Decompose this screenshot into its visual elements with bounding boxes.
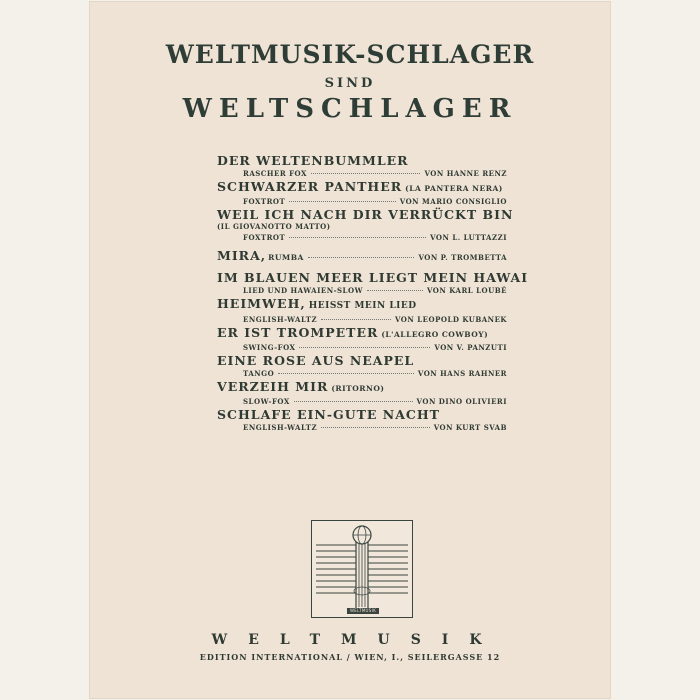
weltmusik-logo xyxy=(311,520,413,618)
logo-label: WELTMUSIK xyxy=(347,608,379,614)
song-style: LIED UND HAWAIEN-SLOW xyxy=(243,286,363,295)
song-composer: VON MARIO CONSIGLIO xyxy=(399,197,507,206)
song-title: IM BLAUEN MEER LIEGT MEIN HAWAI xyxy=(217,270,529,285)
dot-leader xyxy=(289,201,396,202)
dot-leader xyxy=(367,290,423,291)
song-item xyxy=(217,379,507,407)
song-composer: VON HANNE RENZ xyxy=(424,169,507,178)
song-composer: VON P. TROMBETTA xyxy=(418,253,507,262)
song-style: FOXTROT xyxy=(243,233,286,242)
song-title-small: HEISST MEIN LIED xyxy=(308,301,417,311)
song-style: RASCHER FOX xyxy=(243,169,307,178)
song-meta xyxy=(217,314,507,325)
dot-leader xyxy=(278,373,414,374)
song-item xyxy=(217,270,529,296)
song-item xyxy=(217,179,507,207)
song-subtitle: (IL GIOVANOTTO MATTO) xyxy=(217,222,331,231)
song-meta xyxy=(217,168,507,179)
song-meta xyxy=(217,342,507,353)
song-style: RUMBA xyxy=(268,253,304,262)
song-subtitle: (LA PANTERA NERA) xyxy=(405,184,503,193)
song-title-text: VERZEIH MIR xyxy=(217,379,329,394)
song-style: ENGLISH-WALTZ xyxy=(243,423,318,432)
song-meta xyxy=(217,196,507,207)
song-item xyxy=(217,248,507,265)
song-style: SLOW-FOX xyxy=(243,397,290,406)
header-connector: SIND xyxy=(324,76,376,91)
publisher-name: WELTMUSIK xyxy=(211,632,503,648)
dot-leader xyxy=(289,237,426,238)
song-item xyxy=(217,207,514,243)
song-composer: VON KARL LOUBÉ xyxy=(426,286,507,295)
song-style: TANGO xyxy=(243,369,275,378)
song-title: SCHLAFE EIN-GUTE NACHT xyxy=(217,407,440,422)
song-title-text: SCHWARZER PANTHER xyxy=(217,179,403,194)
song-item xyxy=(217,353,507,379)
song-list xyxy=(217,153,529,433)
song-composer: VON DINO OLIVIERI xyxy=(416,397,507,406)
song-title xyxy=(217,325,507,342)
song-title: WEIL ICH NACH DIR VERRÜCKT BIN xyxy=(217,207,514,222)
song-item xyxy=(217,153,507,179)
song-title: DER WELTENBUMMLER xyxy=(217,153,409,168)
song-style: ENGLISH-WALTZ xyxy=(243,315,318,324)
song-title xyxy=(217,248,507,265)
song-composer: VON KURT SVAB xyxy=(433,423,507,432)
dot-leader xyxy=(321,319,391,320)
song-composer: VON L. LUTTAZZI xyxy=(430,233,507,242)
globe-lute-emblem-icon xyxy=(312,521,412,617)
song-title xyxy=(217,379,507,396)
song-subtitle: (L'ALLEGRO COWBOY) xyxy=(381,330,489,339)
song-meta xyxy=(217,285,507,296)
song-title: EINE ROSE AUS NEAPEL xyxy=(217,353,415,368)
song-style: FOXTROT xyxy=(243,197,286,206)
song-meta xyxy=(217,422,507,433)
song-composer: VON LEOPOLD KUBANEK xyxy=(395,315,507,324)
song-title-text: MIRA, xyxy=(217,248,267,263)
song-title-text: HEIMWEH, xyxy=(217,296,306,311)
header-subtitle: WELTSCHLAGER xyxy=(182,94,518,124)
song-item xyxy=(217,325,507,353)
song-title xyxy=(217,296,507,314)
dot-leader xyxy=(294,401,413,402)
song-meta xyxy=(217,232,507,243)
dot-leader xyxy=(311,173,421,174)
song-subtitle: (RITORNO) xyxy=(331,384,385,393)
song-meta xyxy=(217,396,507,407)
sheet-music-back-cover xyxy=(90,2,610,698)
song-style: SWING-FOX xyxy=(243,343,296,352)
song-item xyxy=(217,407,507,433)
song-title xyxy=(217,179,507,196)
song-item xyxy=(217,296,507,325)
dot-leader xyxy=(321,427,430,428)
song-composer: VON HANS RAHNER xyxy=(417,369,507,378)
header-title: WELTMUSIK-SCHLAGER xyxy=(165,40,535,69)
song-title-text: ER IST TROMPETER xyxy=(217,325,379,340)
song-composer: VON V. PANZUTI xyxy=(434,343,507,352)
dot-leader xyxy=(299,347,430,348)
song-meta xyxy=(217,368,507,379)
dot-leader xyxy=(308,257,415,258)
publisher-address: EDITION INTERNATIONAL / WIEN, I., SEILERGASSE 12 xyxy=(199,652,501,662)
